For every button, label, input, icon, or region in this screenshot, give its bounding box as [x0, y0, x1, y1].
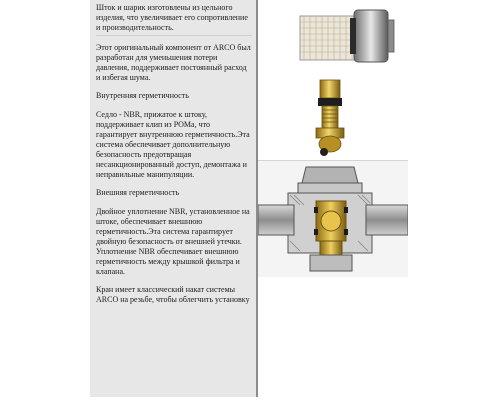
heading-external-sealing: Внешняя герметичность [96, 188, 180, 197]
filter-cap-image [258, 0, 408, 70]
illustration-column [258, 0, 408, 397]
paragraph-thread: Кран имеет классический накат системы ARCO на резьбе, чтобы облегчить установку [96, 285, 250, 304]
description-column [90, 0, 256, 397]
valve-cutaway-image [258, 160, 408, 277]
paragraph-external-sealing: Двойное уплотнение NBR, установленное на штоке, обеспечивает внешнюю герметичность.Эта система гарантирует двойную безопасность от внешней утечки. Уплотнение NBR обеспечивает внешнюю герметичность между крышкой фильтра и клапана. [96, 207, 250, 276]
paragraph-component: Этот оригинальный компонент от ARCO был разработан для уменьшения потери давления, поддерживает постоянный расход и избегая шума. [96, 43, 251, 82]
brass-stem-image [258, 74, 408, 158]
paragraph-internal-sealing: Седло - NBR, прижатое к штоку, поддерживает клип из POMa, что гарантирует внутреннюю герметичность.Эта система обеспечивает дополнительную безопасность предотвращая несанкционированный доступ, демонтажа и неправильные манипуляции. [96, 110, 250, 179]
heading-internal-sealing: Внутренняя герметичность [96, 91, 189, 100]
paragraph-stem-ball: Шток и шарик изготовлены из цельного изделия, что увеличивает его сопротивление и производительность. [96, 3, 252, 36]
